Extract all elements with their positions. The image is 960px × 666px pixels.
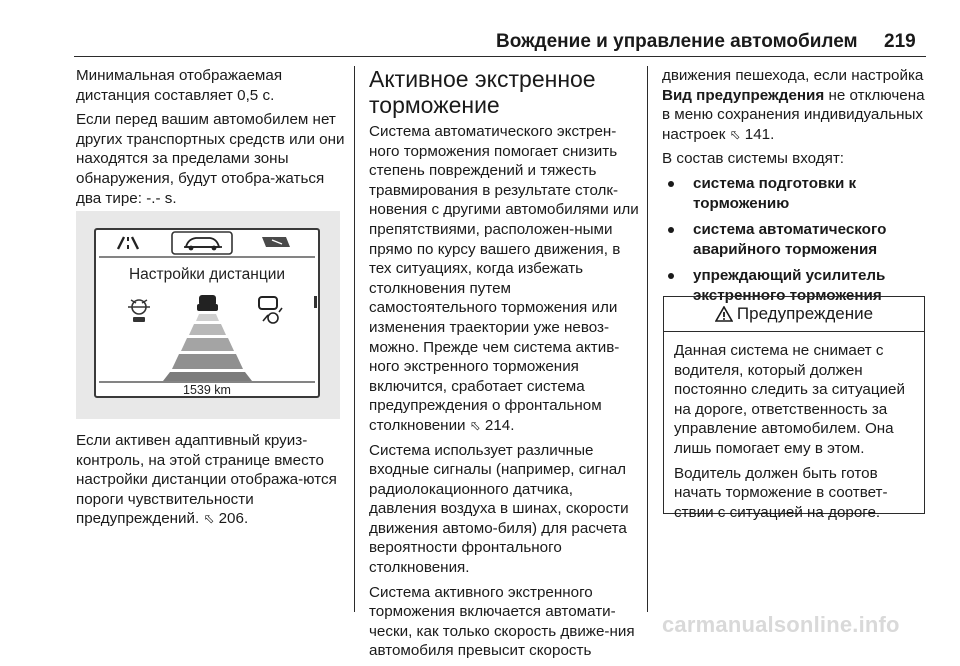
paragraph-system-description (369, 122, 643, 436)
paragraph-adaptive-cruise-ref: 206. (218, 510, 249, 528)
page-number: 219 (884, 31, 916, 52)
page-ref-arrow-icon: ⬁ (203, 511, 215, 527)
warning-triangle-icon (715, 306, 733, 322)
road-icon (262, 237, 290, 247)
warning-header (664, 297, 924, 332)
list-item: система подготовки к торможению (662, 174, 928, 213)
paragraph-adaptive-cruise (76, 431, 350, 529)
list-item: система автоматического аварийного торможения (662, 220, 928, 259)
paragraph-system-includes: В состав системы входят: (662, 150, 845, 168)
distance-settings-figure (76, 211, 340, 419)
header-rule (74, 56, 926, 57)
list-item: упреждающий усилитель экстренного торможения (662, 266, 928, 305)
scroll-indicator (314, 296, 317, 308)
section-title: Активное экстренное торможение (369, 66, 596, 118)
odometer-readout: 1539 km (183, 383, 231, 397)
column-divider-1 (354, 66, 355, 612)
header-title: Вождение и управление автомобилем (496, 31, 858, 52)
paragraph-min-distance: Минимальная отображаемая дистанция составляет 0,5 с. (76, 67, 283, 104)
warning-paragraph-1: Данная система не снимает с водителя, который должен постоянно следить за ситуацией на дороге, ответственность за управление автомобилем. Она лишь помогает ему в этом. (674, 342, 905, 457)
paragraph-system-description-text: Система автоматического экстрен-ного торможения помогает снизить степень повреждений и тяжесть травмирования в результате столк-новения с другими автомобилями или препятствиями, расположен-ными прямо по курсу вашего движения, в тех ситуациях, когда избежать столкновения путем самостоятельного торможения или изменения траектории уже невоз-можно. Прежде чем система актив-ного экстренного торможения включится, сработает система предупреждения о фронтальном столкновении (369, 123, 639, 434)
pedestrian-ref: 141. (744, 125, 775, 143)
paragraph-adaptive-cruise-text: Если активен адаптивный круиз-контроль, на этой странице вместо настройки дистанции отобража-ются пороги чувствительности предупреждений. (76, 432, 337, 528)
warning-view-setting: Вид предупреждения (662, 86, 825, 104)
warning-paragraph-2: Водитель должен быть готов начать торможение в соответ-ствии с ситуацией на дороге. (674, 464, 888, 521)
paragraph-pedestrian-speed (662, 66, 928, 144)
screen-title: Настройки дистанции (128, 266, 286, 283)
column-1-lower (76, 431, 350, 534)
column-2 (369, 66, 643, 666)
paragraph-no-vehicles: Если перед вашим автомобилем нет других транспортных средств или они находятся за пределами зоны обнаружения, будут отобра-жаться два тире: -.- s. (76, 111, 345, 207)
car-front-icon (197, 295, 218, 311)
system-components-list (662, 174, 928, 306)
paragraph-system-description-ref: 214. (484, 416, 515, 434)
paragraph-input-signals: Система использует различные входные сигналы (например, сигнал радиолокационного датчика, давления воздуха в шинах, скорости движения автомо-биля) для расчета вероятности фронтального столкновения. (369, 441, 629, 577)
warning-title: Предупреждение (736, 304, 874, 323)
page-ref-arrow-icon: ⬁ (469, 417, 481, 433)
pedestrian-text-a: движения пешехода, если настройка (662, 67, 924, 84)
warning-body (664, 332, 924, 522)
page-ref-arrow-icon: ⬁ (729, 126, 741, 142)
pedestrian-text-b: не отключена в меню сохранения индивидуальных настроек (662, 86, 925, 143)
paragraph-activation: Система активного экстренного торможения включается автомати-чески, как только скорость движе-ния автомобиля превысит скорость (369, 583, 635, 660)
column-1 (76, 66, 350, 213)
column-3 (662, 66, 928, 313)
warning-box (663, 296, 925, 521)
column-divider-2 (647, 66, 648, 612)
display-screen-illustration (76, 211, 340, 419)
page-header (0, 0, 960, 56)
watermark: carmanualsonline.info (662, 612, 900, 637)
selected-tab-frame (172, 232, 232, 254)
